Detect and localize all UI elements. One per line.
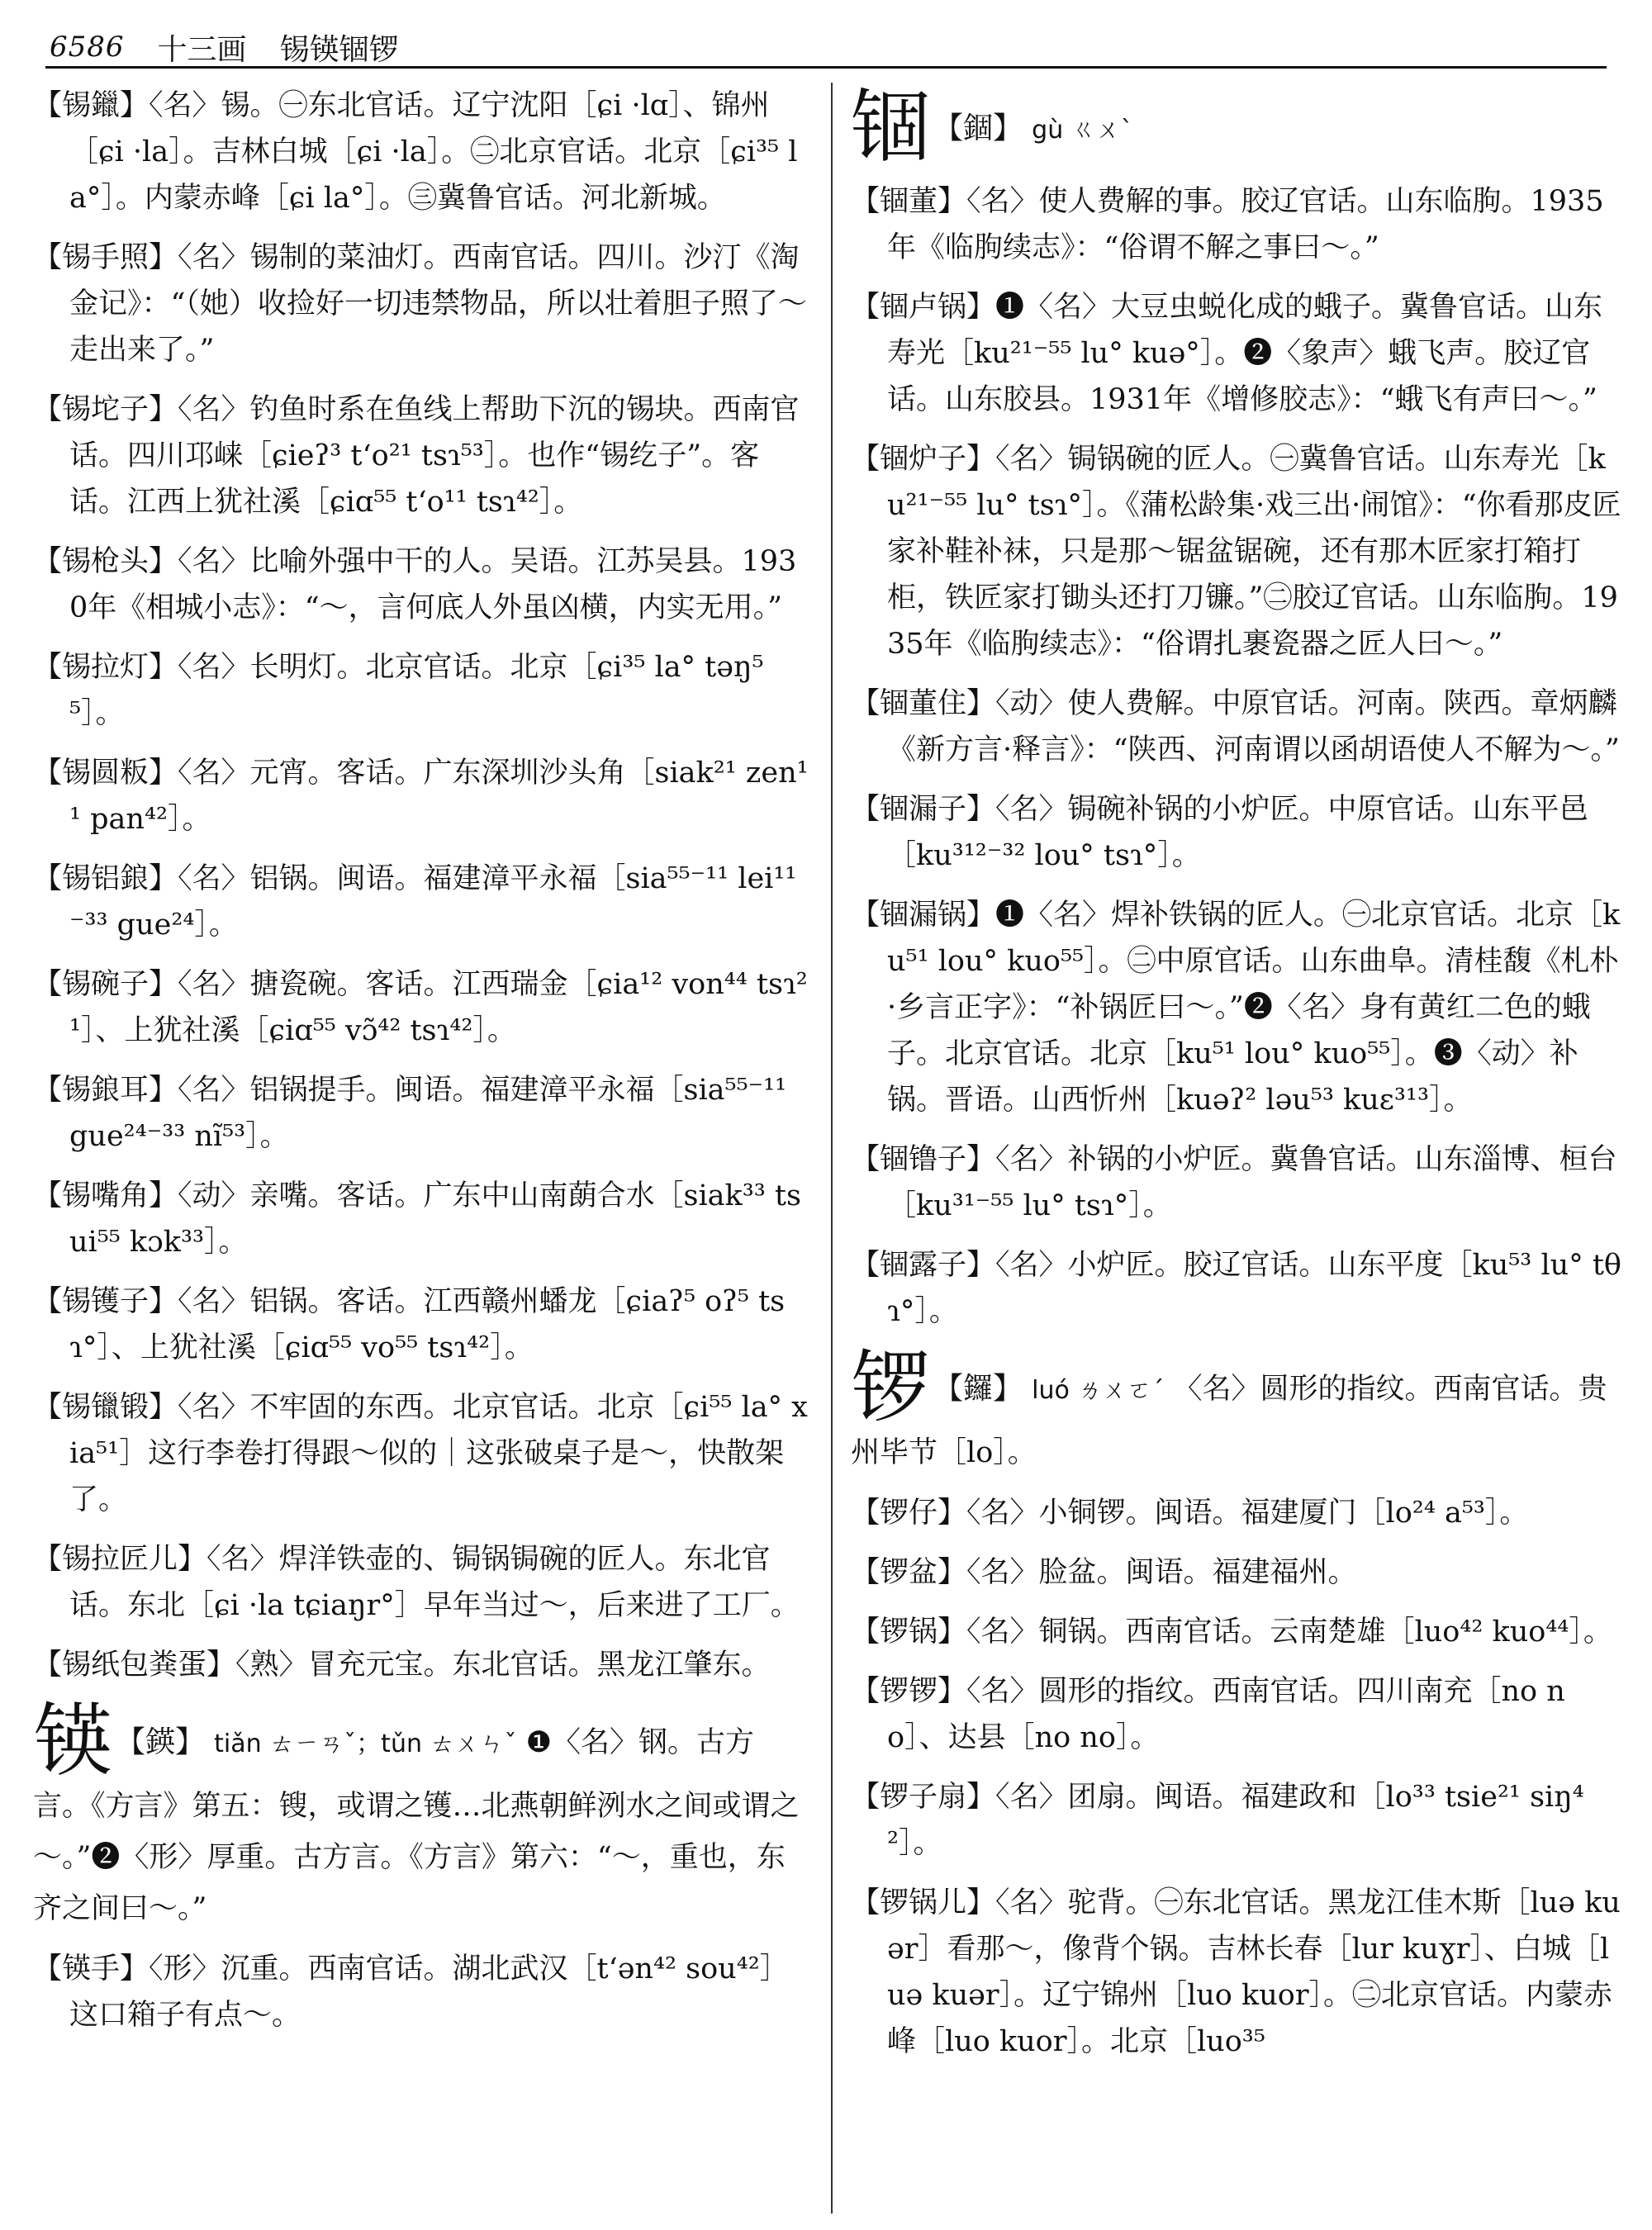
page-number: 6586 xyxy=(50,31,125,64)
dictionary-entry xyxy=(33,856,809,948)
dictionary-entry xyxy=(33,1536,809,1629)
entry-definition: 〈名〉搪瓷碗。客话。江西瑞金［ɕia¹² von⁴⁴ tsɿ²¹］、上犹社溪［ɕiɑ⁵⁵ vɔ̃⁴² tsɿ⁴²］。 xyxy=(69,968,808,1047)
entry-headword: 【锢露子】 xyxy=(851,1249,996,1282)
dictionary-entry xyxy=(851,1609,1623,1655)
entry-headword: 【锢漏锅】 xyxy=(851,899,996,932)
entry-headword: 【锳手】 xyxy=(33,1952,150,1986)
entry-headword: 【锡手照】 xyxy=(33,241,178,274)
head-character: 锣 xyxy=(851,1341,930,1434)
dictionary-entry xyxy=(33,1384,809,1523)
entry-definition: 〈名〉锡制的菜油灯。西南官话。四川。沙汀《淘金记》：“（她）收捡好一切违禁物品，所以壮着胆子照了～走出来了。” xyxy=(69,241,807,367)
entry-definition: 〈熟〉冒充元宝。东北官话。黑龙江肇东。 xyxy=(235,1649,771,1682)
entry-definition: 〈名〉铝锅。客话。江西赣州蟠龙［ɕiaʔ⁵ oʔ⁵ tsɿ°］、上犹社溪［ɕiɑ⁵⁵ vo⁵⁵ tsɿ⁴²］。 xyxy=(69,1285,786,1364)
dictionary-entry xyxy=(851,1242,1623,1335)
head-character: 锳 xyxy=(33,1695,112,1787)
entry-definition: 〈名〉不牢固的东西。北京官话。北京［ɕi⁵⁵ la° xia⁵¹］这行李卷打得跟～似的｜这张破桌子是～，快散架了。 xyxy=(69,1391,808,1516)
entry-definition: 〈名〉脸盆。闽语。福建福州。 xyxy=(966,1556,1357,1589)
entry-definition: ❶〈名〉焊补铁锅的匠人。㊀北京官话。北京［ku⁵¹ lou° kuo⁵⁵］。㊁中原官话。山东曲阜。清桂馥《札朴·乡言正字》：“补锅匠曰～。”❷〈名〉身有黄红二色的蛾子。北京官话。北京［ku⁵¹ lou° kuo⁵⁵］。❸〈动〉补锅。晋语。山西忻州［kuəʔ² ləu⁵³ kuɛ³¹³］。 xyxy=(887,899,1621,1117)
dictionary-entry xyxy=(851,1490,1623,1536)
entry-headword: 【锡坨子】 xyxy=(33,393,178,426)
entry-definition: 〈名〉钓鱼时系在鱼线上帮助下沉的锡块。西南官话。四川邛崃［ɕieʔ³ t‘o²¹ tsɿ⁵³］。也作“锡纥子”。客话。江西上犹社溪［ɕiɑ⁵⁵ t‘o¹¹ tsɿ⁴²］。 xyxy=(69,393,800,519)
dictionary-entry xyxy=(33,235,809,373)
entry-headword: 【锣子扇】 xyxy=(851,1781,996,1814)
entry-headword: 【锡铝鋃】 xyxy=(33,862,178,895)
dictionary-entry xyxy=(851,892,1623,1123)
entry-definition: 〈名〉锔碗补锅的小炉匠。中原官话。山东平邑［ku³¹²⁻³² lou° tsɿ°］。 xyxy=(887,793,1588,872)
entry-headword: 【锡碗子】 xyxy=(33,968,178,1001)
dictionary-entry xyxy=(33,1279,809,1371)
dictionary-entry xyxy=(851,1668,1623,1761)
entry-definition: ❶〈名〉大豆虫蜕化成的蛾子。冀鲁官话。山东寿光［ku²¹⁻⁵⁵ lu° kuə°］。❷〈象声〉蛾飞声。胶辽官话。山东胶县。1931年《增修胶志》：“蛾飞有声曰～。” xyxy=(887,291,1603,416)
entry-headword: 【锢漏子】 xyxy=(851,793,996,826)
dictionary-entry xyxy=(851,436,1623,667)
header-rule xyxy=(45,66,1607,69)
dictionary-entry xyxy=(851,1549,1623,1596)
entry-definition: 〈名〉锡。㊀东北官话。辽宁沈阳［ɕi ·lɑ］、锦州［ɕi ·la］。吉林白城［ɕi ·la］。㊁北京官话。北京［ɕi³⁵ la°］。内蒙赤峰［ɕi la°］。㊂冀鲁官话。河北新城。 xyxy=(69,89,798,215)
dictionary-entry xyxy=(851,1774,1623,1867)
entry-list xyxy=(33,83,809,1688)
dictionary-entry xyxy=(851,284,1623,423)
entry-definition: 〈名〉铝锅提手。闽语。福建漳平永福［sia⁵⁵⁻¹¹ gue²⁴⁻³³ nĩ⁵³］。 xyxy=(69,1074,787,1153)
dictionary-entry xyxy=(33,750,809,842)
dictionary-entry xyxy=(851,1880,1623,2065)
head-definition: 〈名〉圆形的指纹。西南官话。贵州毕节［lo］。 xyxy=(851,1373,1607,1469)
entry-definition: 〈名〉使人费解的事。胶辽官话。山东临朐。1935年《临朐续志》：“俗谓不解之事曰～。” xyxy=(887,185,1604,264)
head-character: 锢 xyxy=(851,83,930,173)
entry-headword: 【锣盆】 xyxy=(851,1556,967,1589)
entry-definition: 〈名〉长明灯。北京官话。北京［ɕi³⁵ la° təŋ⁵⁵］。 xyxy=(69,651,764,730)
traditional-form: 【鍈】 xyxy=(116,1725,206,1759)
character-head xyxy=(851,1341,1623,1478)
entry-headword: 【锡圆粄】 xyxy=(33,757,178,790)
entry-definition: 〈名〉驼背。㊀东北官话。黑龙江佳木斯［luə kuər］看那～，像背个锅。吉林长春［lur kuɣr］、白城［luə kuər］。辽宁锦州［luo kuor］。㊁北京官话。内蒙赤峰［luo kuor］。北京［luo³⁵ xyxy=(887,1886,1621,2058)
traditional-form: 【錮】 xyxy=(933,112,1023,145)
entry-definition: 〈名〉铜锅。西南官话。云南楚雄［luo⁴² kuo⁴⁴］。 xyxy=(966,1616,1612,1649)
dictionary-entry xyxy=(33,539,809,631)
entry-definition: 〈名〉小铜锣。闽语。福建厦门［lo²⁴ a⁵³］。 xyxy=(966,1497,1529,1530)
entry-headword: 【锡镴锻】 xyxy=(33,1391,178,1424)
entry-headword: 【锡镬子】 xyxy=(33,1285,178,1318)
entry-definition: 〈名〉补锅的小炉匠。冀鲁官话。山东淄博、桓台［ku³¹⁻⁵⁵ lu° tsɿ°］。 xyxy=(887,1143,1617,1222)
entry-headword: 【锣锅儿】 xyxy=(851,1886,996,1919)
dictionary-entry xyxy=(33,1067,809,1160)
left-column xyxy=(33,83,809,2213)
section-label: 十三画 xyxy=(157,32,247,67)
entry-list xyxy=(851,1490,1623,2065)
entry-headword: 【锢炉子】 xyxy=(851,443,996,476)
entry-definition: 〈名〉圆形的指纹。西南官话。四川南充［no no］、达县［no no］。 xyxy=(887,1675,1565,1754)
entry-headword: 【锢镥子】 xyxy=(851,1143,996,1176)
entry-definition: 〈动〉亲嘴。客话。广东中山南蓢合水［siak³³ tsui⁵⁵ kɔk³³］。 xyxy=(69,1179,801,1259)
entry-headword: 【锢董住】 xyxy=(851,687,996,720)
dictionary-entry xyxy=(851,681,1623,773)
entry-headword: 【锣仔】 xyxy=(851,1497,967,1530)
dictionary-entry xyxy=(33,83,809,221)
entry-headword: 【锢董】 xyxy=(851,185,967,218)
entry-headword: 【锡拉灯】 xyxy=(33,651,178,684)
dictionary-entry xyxy=(33,1173,809,1265)
entry-headword: 【锣锣】 xyxy=(851,1675,967,1708)
dictionary-entry xyxy=(851,178,1623,271)
dictionary-entry xyxy=(33,644,809,737)
entry-definition: 〈形〉沉重。西南官话。湖北武汉［t‘ən⁴² sou⁴²］这口箱子有点～。 xyxy=(69,1952,789,2032)
dictionary-entry xyxy=(851,1136,1623,1229)
entry-definition: 〈名〉元宵。客话。广东深圳沙头角［siak²¹ zen¹¹ pan⁴²］。 xyxy=(69,757,809,836)
entry-headword: 【锡纸包粪蛋】 xyxy=(33,1649,236,1682)
entry-headword: 【锢卢锅】 xyxy=(851,291,996,324)
entry-headword: 【锡鋃耳】 xyxy=(33,1074,178,1107)
entry-definition: 〈名〉团扇。闽语。福建政和［lo³³ tsie²¹ siŋ⁴²］。 xyxy=(887,1781,1584,1860)
dictionary-entry xyxy=(33,961,809,1054)
character-head xyxy=(851,83,1623,173)
character-head xyxy=(33,1695,809,1934)
entry-headword: 【锡拉匠儿】 xyxy=(33,1543,207,1576)
dictionary-entry xyxy=(851,786,1623,879)
column-divider xyxy=(831,83,833,2213)
head-definition: ❶〈名〉钢。古方言。《方言》第五：锼，或谓之镬…北燕朝鲜洌水之间或谓之～。”❷〈形〉厚重。古方言。《方言》第六：“～，重也，东齐之间曰～。” xyxy=(33,1726,800,1925)
entry-definition: 〈动〉使人费解。中原官话。河南。陕西。章炳麟《新方言·释言》：“陕西、河南谓以函胡语使人不解为～。” xyxy=(887,687,1620,766)
head-reading: luó ㄌㄨㄛˊ xyxy=(1032,1376,1165,1405)
entry-headword: 【锡鑞】 xyxy=(33,89,150,122)
traditional-form: 【鑼】 xyxy=(933,1372,1023,1406)
entry-definition: 〈名〉铝锅。闽语。福建漳平永福［sia⁵⁵⁻¹¹ lei¹¹⁻³³ gue²⁴］。 xyxy=(69,862,797,942)
right-column xyxy=(851,83,1623,2213)
head-reading: tiǎn ㄊㄧㄢˇ；tǔn ㄊㄨㄣˇ xyxy=(214,1729,517,1758)
dictionary-entry xyxy=(33,387,809,525)
entry-list xyxy=(851,178,1623,1335)
dictionary-entry xyxy=(33,1642,809,1688)
entry-definition: 〈名〉比喻外强中干的人。吴语。江苏吴县。1930年《相城小志》：“～，言何底人外虽凶横，内实无用。” xyxy=(69,545,797,624)
dictionary-entry xyxy=(33,1946,809,2038)
entry-definition: 〈名〉锔锅碗的匠人。㊀冀鲁官话。山东寿光［ku²¹⁻⁵⁵ lu° tsɿ°］。《蒲松龄集·戏三出·闹馆》：“你看那皮匠家补鞋补袜，只是那～锯盆锯碗，还有那木匠家打箱打柜，铁匠家打锄头还打刀镰。”㊁胶辽官话。山东临朐。1935年《临朐续志》：“俗谓扎裹瓷器之匠人曰～。” xyxy=(887,443,1621,661)
entry-definition: 〈名〉焊洋铁壶的、锔锅锔碗的匠人。东北官话。东北［ɕi ·la tɕiaŋr°］早年当过～，后来进了工厂。 xyxy=(69,1543,800,1622)
head-reading: gù ㄍㄨˋ xyxy=(1032,116,1133,145)
header-characters: 锡锳锢锣 xyxy=(279,32,399,67)
entry-list xyxy=(33,1946,809,2038)
entry-definition: 〈名〉小炉匠。胶辽官话。山东平度［ku⁵³ lu° tθɿ°］。 xyxy=(887,1249,1621,1328)
entry-headword: 【锡枪头】 xyxy=(33,545,178,578)
entry-headword: 【锣锅】 xyxy=(851,1616,967,1649)
entry-headword: 【锡嘴角】 xyxy=(33,1179,178,1212)
